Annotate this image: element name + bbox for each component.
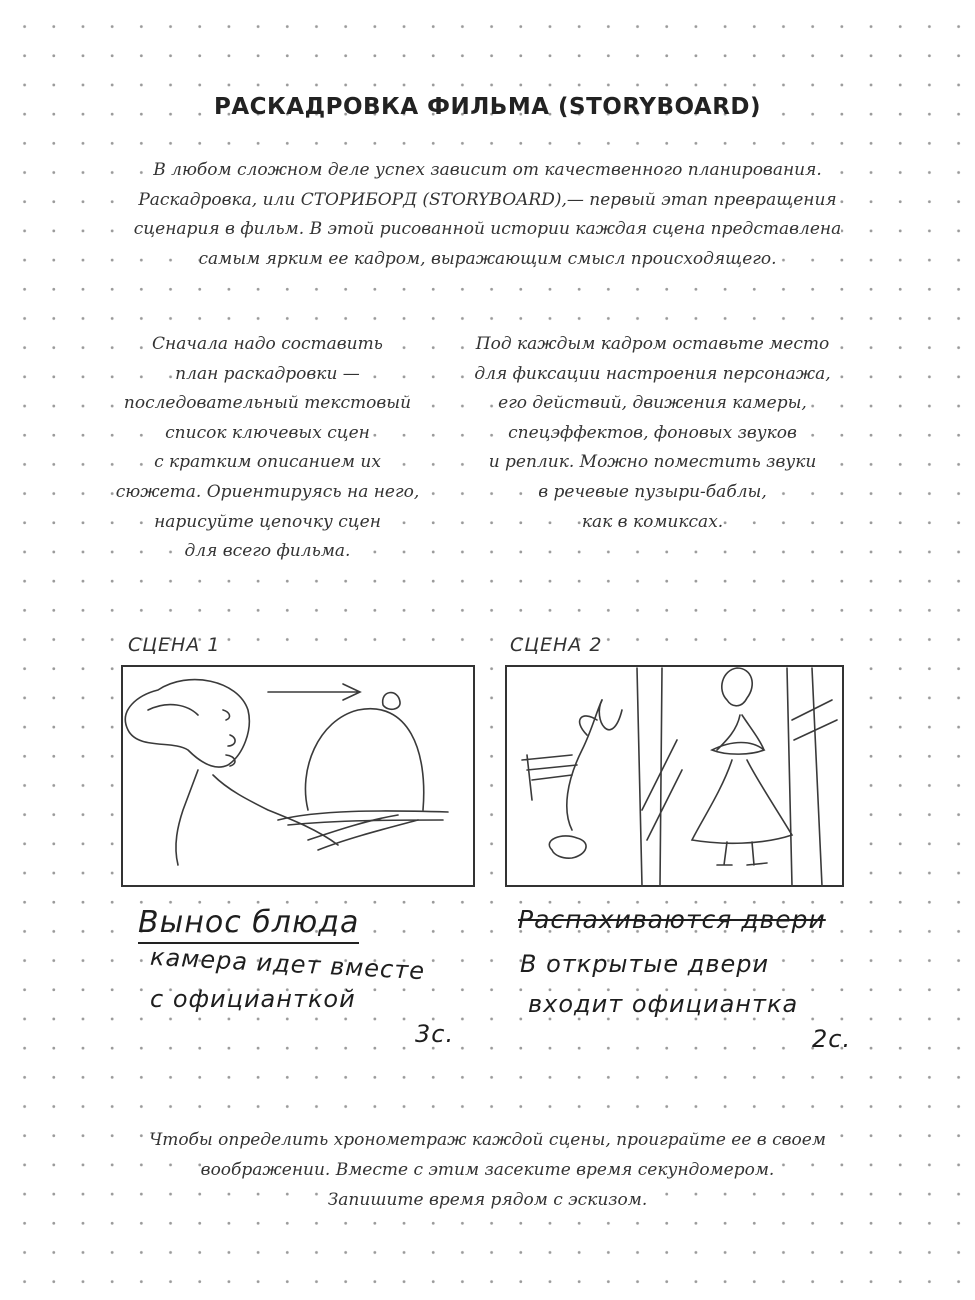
scene2-label: СЦЕНА 2 — [510, 634, 603, 656]
scene2-note-line: В открытые двери — [520, 950, 770, 978]
right-column-line: его действий, движения камеры, — [498, 389, 807, 419]
left-column-line: сюжета. Ориентируясь на него, — [116, 478, 419, 508]
right-column-line: для фиксации настроения персонажа, — [474, 360, 830, 390]
left-column-line: нарисуйте цепочку сцен — [154, 508, 381, 538]
left-column-line: список ключевых сцен — [165, 419, 370, 449]
page-title: РАСКАДРОВКА ФИЛЬМА (STORYBOARD) — [213, 94, 762, 120]
right-column-line: в речевые пузыри-баблы, — [538, 478, 767, 508]
footer-line: воображении. Вместе с этим засеките время секундомером. — [201, 1155, 775, 1185]
scene2-duration: 2с. — [812, 1025, 852, 1053]
left-column-line: с кратким описанием их — [154, 448, 381, 478]
left-column-text — [100, 330, 435, 567]
left-column-line: последовательный текстовый — [124, 389, 411, 419]
intro-paragraph — [100, 156, 875, 274]
right-column-line: как в комиксах. — [582, 508, 723, 538]
scene1-title: Вынос блюда — [138, 905, 359, 944]
scene1-duration: 3с. — [415, 1020, 455, 1048]
right-column-line: и реплик. Можно поместить звуки — [489, 448, 817, 478]
scene1-note-line: с официанткой — [150, 985, 356, 1013]
intro-line: В любом сложном деле успех зависит от качественного планирования. — [153, 156, 822, 186]
scene1-sketch-frame — [118, 660, 478, 892]
intro-line: Раскадровка, или СТОРИБОРД (STORYBOARD),— первый этап превращения — [138, 186, 836, 216]
intro-line: самым ярким ее кадром, выражающим смысл происходящего. — [199, 245, 777, 275]
right-column-line: спецэффектов, фоновых звуков — [508, 419, 797, 449]
right-column-text — [455, 330, 850, 537]
footer-paragraph — [100, 1125, 875, 1215]
footer-line: Чтобы определить хронометраж каждой сцены, проиграйте ее в своем — [149, 1125, 826, 1155]
left-column-line: план раскадровки — — [175, 360, 360, 390]
left-column-line: для всего фильма. — [185, 537, 351, 567]
left-column-line: Сначала надо составить — [152, 330, 383, 360]
scene2-sketch-frame — [502, 660, 847, 892]
footer-line: Запишите время рядом с эскизом. — [328, 1185, 648, 1215]
right-column-line: Под каждым кадром оставьте место — [476, 330, 829, 360]
scene1-note-line: камера идет вместе — [149, 942, 426, 986]
intro-line: сценария в фильм. В этой рисованной истории каждая сцена представлена — [134, 215, 841, 245]
scene2-title-struck: Распахиваются двери — [518, 905, 826, 934]
scene2-note-line: входит официантка — [528, 990, 799, 1018]
scene1-label: СЦЕНА 1 — [128, 634, 221, 656]
